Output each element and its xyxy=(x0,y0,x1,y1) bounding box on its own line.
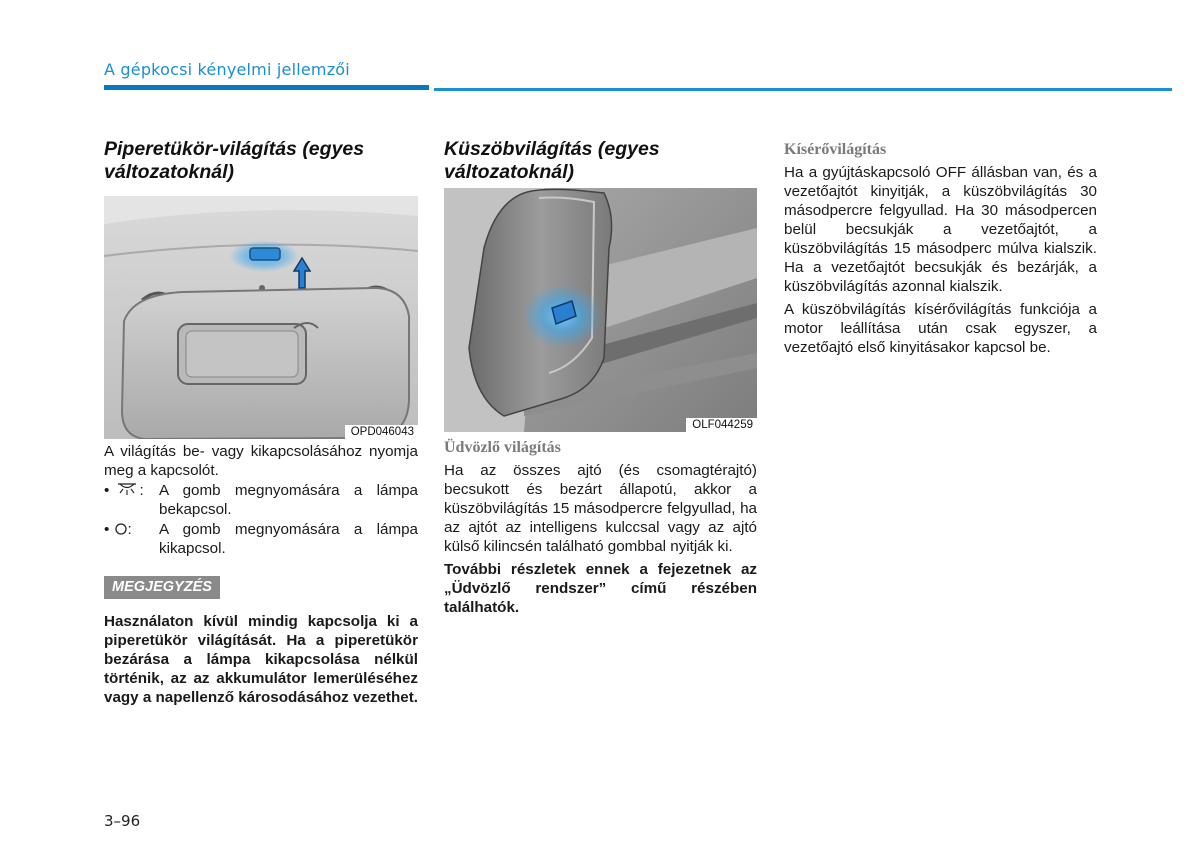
puddle-lamp-illustration xyxy=(444,188,757,432)
intro-text: A világítás be- vagy kikapcsolásához nyomja meg a kapcsolót. xyxy=(104,443,418,479)
list-item: • : A gomb megnyomására a lámpa bekapcsol. xyxy=(104,482,418,518)
reference-text: További részletek ennek a fejezetnek az „Üdvözlő rendszer” című részében találhatók. xyxy=(444,561,757,616)
subheading-escort: Kísérővilágítás xyxy=(784,141,887,158)
note-label: MEGJEGYZÉS xyxy=(104,576,220,599)
vanity-mirror-section xyxy=(104,138,418,707)
figure-code: OPD046043 xyxy=(345,425,418,439)
puddle-lamp-section xyxy=(444,138,757,617)
section-heading: Küszöbvilágítás (egyes változatoknál) xyxy=(444,138,660,183)
chapter-title: A gépkocsi kényelmi jellemzői xyxy=(104,60,350,79)
subheading-welcome: Üdvözlő világítás xyxy=(444,439,561,456)
lamp-on-icon xyxy=(114,481,140,497)
page-number: 3–96 xyxy=(104,812,141,830)
escort-text-2: A küszöbvilágítás kísérővilágítás funkciója a motor leállítása után csak egyszer, a vezetőajtó első kinyitásakor kapcsol be. xyxy=(784,301,1097,356)
bullet-text-off: A gomb megnyomására a lámpa kikapcsol. xyxy=(159,521,418,557)
sun-visor-drawing xyxy=(104,196,418,439)
bullet-text-on: A gomb megnyomására a lámpa bekapcsol. xyxy=(159,482,418,518)
section-heading: Piperetükör-világítás (egyes változatoknál) xyxy=(104,138,365,183)
switch-bullets xyxy=(104,481,418,558)
figure-code: OLF044259 xyxy=(686,418,757,432)
door-mirror-drawing xyxy=(444,188,757,432)
header-rule-dark xyxy=(104,85,429,90)
header-rule-light xyxy=(434,88,1172,91)
welcome-text: Ha az összes ajtó (és csomagtérajtó) becsukott és bezárt állapotú, akkor a küszöbvilágítás 15 másodpercre felgyullad, ha az ajtót az intelligens kulccsal vagy az ajtó külső kilincsén található gombbal nyitják ki. xyxy=(444,462,757,555)
sun-visor-illustration xyxy=(104,196,418,439)
circle-icon xyxy=(114,520,128,536)
note-text: Használaton kívül mindig kapcsolja ki a piperetükör világítását. Ha a piperetükör bezárása a lámpa kikapcsolása nélkül történik, az az akkumulátor lemerüléséhez vagy a napellenző károsodásához vezethet. xyxy=(104,613,418,706)
escort-lighting-section xyxy=(784,140,1097,357)
escort-text-1: Ha a gyújtáskapcsoló OFF állásban van, és a vezetőajtót kinyitják, a küszöbvilágítás 30 másodpercre felgyullad. Ha 30 másodpercen belül becsukják a vezetőajtót, a küszöbvilágítás 15 másodperc múlva kialszik. Ha a vezetőajtót becsukják és bezárják, a küszöbvilágítás azonnal kialszik. xyxy=(784,164,1097,295)
list-item: • : A gomb megnyomására a lámpa kikapcsol. xyxy=(104,521,418,557)
